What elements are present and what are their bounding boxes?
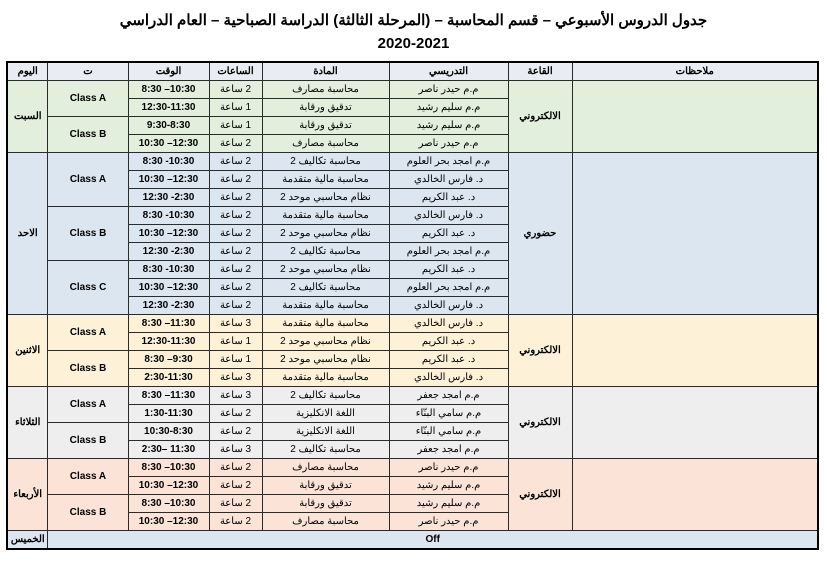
hours-cell: 1 ساعة — [209, 351, 262, 369]
hours-cell: 2 ساعة — [209, 477, 262, 495]
class-cell: Class B — [48, 351, 128, 387]
hours-cell: 1 ساعة — [209, 333, 262, 351]
day-cell: الاحد — [7, 153, 48, 315]
notes-cell — [572, 153, 818, 315]
class-cell: Class A — [48, 81, 128, 117]
notes-cell — [572, 459, 818, 531]
time-cell: 12:30-11:30 — [128, 99, 209, 117]
day-cell: الخميس — [7, 531, 48, 550]
subject-cell: محاسبة مصارف — [262, 135, 389, 153]
subject-cell: محاسبة مالية متقدمة — [262, 171, 389, 189]
subject-cell: نظام محاسبي موحد 2 — [262, 189, 389, 207]
time-cell: 2:30– 11:30 — [128, 441, 209, 459]
notes-cell — [572, 315, 818, 387]
hours-cell: 2 ساعة — [209, 459, 262, 477]
time-cell: 9:30-8:30 — [128, 117, 209, 135]
class-cell: Class B — [48, 207, 128, 261]
subject-cell: محاسبة تكاليف 2 — [262, 279, 389, 297]
hours-cell: 1 ساعة — [209, 117, 262, 135]
teacher-cell: م.م سامي البنّاء — [389, 405, 508, 423]
hours-cell: 2 ساعة — [209, 297, 262, 315]
subject-cell: محاسبة مالية متقدمة — [262, 297, 389, 315]
notes-cell — [572, 387, 818, 459]
header-subject: المادة — [262, 62, 389, 81]
subject-cell: محاسبة مالية متقدمة — [262, 207, 389, 225]
teacher-cell: د. عبد الكريم — [389, 225, 508, 243]
header-time: الوقت — [128, 62, 209, 81]
subject-cell: اللغة الانكليزية — [262, 405, 389, 423]
header-hall: القاعة — [508, 62, 572, 81]
subject-cell: نظام محاسبي موحد 2 — [262, 261, 389, 279]
teacher-cell: د. عبد الكريم — [389, 333, 508, 351]
subject-cell: تدقيق ورقابة — [262, 477, 389, 495]
teacher-cell: د. فارس الخالدي — [389, 297, 508, 315]
table-row — [7, 315, 818, 333]
header-row — [7, 62, 818, 81]
subject-cell: محاسبة تكاليف 2 — [262, 441, 389, 459]
teacher-cell: م.م امجد جعفر — [389, 441, 508, 459]
hours-cell: 2 ساعة — [209, 495, 262, 513]
teacher-cell: م.م حيدر ناصر — [389, 135, 508, 153]
time-cell: 2:30-11:30 — [128, 369, 209, 387]
table-row — [7, 153, 818, 171]
time-cell: 8:30 –11:30 — [128, 315, 209, 333]
time-cell: 10:30 –12:30 — [128, 477, 209, 495]
teacher-cell: د. فارس الخالدي — [389, 207, 508, 225]
time-cell: 8:30 –10:30 — [128, 459, 209, 477]
day-cell: الأربعاء — [7, 459, 48, 531]
teacher-cell: د. فارس الخالدي — [389, 315, 508, 333]
table-row-off — [7, 531, 818, 550]
title-line-1: جدول الدروس الأسبوعي – قسم المحاسبة – (المرحلة الثالثة) الدراسة الصباحية – العام الدراسي — [119, 12, 708, 29]
day-cell: الاثنين — [7, 315, 48, 387]
subject-cell: محاسبة مالية متقدمة — [262, 369, 389, 387]
teacher-cell: م.م امجد بحر العلوم — [389, 243, 508, 261]
time-cell: 8:30 –10:30 — [128, 495, 209, 513]
teacher-cell: م.م حيدر ناصر — [389, 81, 508, 99]
subject-cell: نظام محاسبي موحد 2 — [262, 351, 389, 369]
time-cell: 12:30 -2:30 — [128, 189, 209, 207]
off-label: Off — [48, 531, 818, 550]
table-body — [7, 81, 818, 550]
hours-cell: 2 ساعة — [209, 189, 262, 207]
class-cell: Class B — [48, 423, 128, 459]
hours-cell: 2 ساعة — [209, 405, 262, 423]
subject-cell: محاسبة مصارف — [262, 81, 389, 99]
teacher-cell: م.م امجد بحر العلوم — [389, 153, 508, 171]
hours-cell: 2 ساعة — [209, 261, 262, 279]
subject-cell: محاسبة تكاليف 2 — [262, 243, 389, 261]
title-line-2: 2020-2021 — [377, 34, 450, 52]
hours-cell: 2 ساعة — [209, 423, 262, 441]
subject-cell: محاسبة مالية متقدمة — [262, 315, 389, 333]
time-cell: 12:30-11:30 — [128, 333, 209, 351]
time-cell: 10:30 –12:30 — [128, 225, 209, 243]
time-cell: 1:30-11:30 — [128, 405, 209, 423]
teacher-cell: م.م سليم رشيد — [389, 117, 508, 135]
class-cell: Class A — [48, 387, 128, 423]
hours-cell: 2 ساعة — [209, 513, 262, 531]
table-row — [7, 459, 818, 477]
hours-cell: 1 ساعة — [209, 99, 262, 117]
teacher-cell: د. فارس الخالدي — [389, 369, 508, 387]
subject-cell: محاسبة تكاليف 2 — [262, 153, 389, 171]
notes-cell — [572, 81, 818, 153]
teacher-cell: م.م امجد جعفر — [389, 387, 508, 405]
teacher-cell: م.م سامي البنّاء — [389, 423, 508, 441]
hours-cell: 2 ساعة — [209, 171, 262, 189]
teacher-cell: م.م سليم رشيد — [389, 495, 508, 513]
time-cell: 8:30 –11:30 — [128, 387, 209, 405]
header-hours: الساعات — [209, 62, 262, 81]
time-cell: 10:30-8:30 — [128, 423, 209, 441]
header-class: ت — [48, 62, 128, 81]
hours-cell: 2 ساعة — [209, 81, 262, 99]
subject-cell: تدقيق ورقابة — [262, 99, 389, 117]
teacher-cell: م.م امجد بحر العلوم — [389, 279, 508, 297]
hours-cell: 3 ساعة — [209, 369, 262, 387]
hours-cell: 2 ساعة — [209, 243, 262, 261]
table-row — [7, 81, 818, 99]
time-cell: 10:30 –12:30 — [128, 513, 209, 531]
hall-cell: الالكتروني — [508, 387, 572, 459]
teacher-cell: م.م سليم رشيد — [389, 99, 508, 117]
subject-cell: تدقيق ورقابة — [262, 117, 389, 135]
teacher-cell: م.م سليم رشيد — [389, 477, 508, 495]
class-cell: Class B — [48, 495, 128, 531]
weekly-schedule-table — [6, 61, 819, 550]
hall-cell: الالكتروني — [508, 81, 572, 153]
class-cell: Class B — [48, 117, 128, 153]
class-cell: Class A — [48, 153, 128, 207]
header-day: اليوم — [7, 62, 48, 81]
time-cell: 10:30 –12:30 — [128, 135, 209, 153]
hall-cell: الالكتروني — [508, 459, 572, 531]
time-cell: 8:30 –9:30 — [128, 351, 209, 369]
class-cell: Class A — [48, 315, 128, 351]
subject-cell: اللغة الانكليزية — [262, 423, 389, 441]
teacher-cell: م.م حيدر ناصر — [389, 459, 508, 477]
header-notes: ملاحظات — [572, 62, 818, 81]
time-cell: 10:30 –12:30 — [128, 279, 209, 297]
hours-cell: 3 ساعة — [209, 315, 262, 333]
teacher-cell: د. عبد الكريم — [389, 189, 508, 207]
class-cell: Class C — [48, 261, 128, 315]
teacher-cell: م.م حيدر ناصر — [389, 513, 508, 531]
time-cell: 8:30 -10:30 — [128, 261, 209, 279]
subject-cell: نظام محاسبي موحد 2 — [262, 333, 389, 351]
subject-cell: نظام محاسبي موحد 2 — [262, 225, 389, 243]
teacher-cell: د. فارس الخالدي — [389, 171, 508, 189]
hours-cell: 3 ساعة — [209, 441, 262, 459]
hours-cell: 2 ساعة — [209, 207, 262, 225]
time-cell: 8:30 –10:30 — [128, 81, 209, 99]
day-cell: الثلاثاء — [7, 387, 48, 459]
header-teacher: التدريسي — [389, 62, 508, 81]
time-cell: 12:30 -2:30 — [128, 243, 209, 261]
hall-cell: حضوري — [508, 153, 572, 315]
subject-cell: محاسبة مصارف — [262, 513, 389, 531]
time-cell: 12:30 -2:30 — [128, 297, 209, 315]
table-header — [7, 62, 818, 81]
time-cell: 8:30 -10:30 — [128, 207, 209, 225]
table-row — [7, 387, 818, 405]
subject-cell: تدقيق ورقابة — [262, 495, 389, 513]
hall-cell: الالكتروني — [508, 315, 572, 387]
hours-cell: 2 ساعة — [209, 225, 262, 243]
hours-cell: 3 ساعة — [209, 387, 262, 405]
teacher-cell: د. عبد الكريم — [389, 261, 508, 279]
class-cell: Class A — [48, 459, 128, 495]
hours-cell: 2 ساعة — [209, 279, 262, 297]
page-title — [8, 0, 819, 61]
hours-cell: 2 ساعة — [209, 153, 262, 171]
hours-cell: 2 ساعة — [209, 135, 262, 153]
subject-cell: محاسبة مصارف — [262, 459, 389, 477]
subject-cell: محاسبة تكاليف 2 — [262, 387, 389, 405]
teacher-cell: د. عبد الكريم — [389, 351, 508, 369]
day-cell: السبت — [7, 81, 48, 153]
time-cell: 8:30 -10:30 — [128, 153, 209, 171]
time-cell: 10:30 –12:30 — [128, 171, 209, 189]
